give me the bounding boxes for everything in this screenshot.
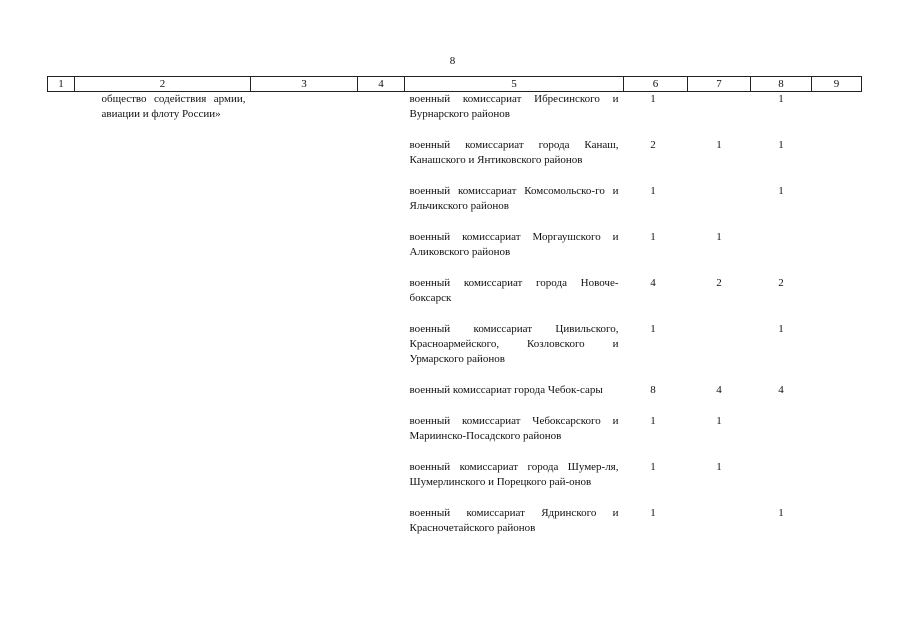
cell-col6: 1 [650, 231, 656, 243]
cell-col6: 2 [650, 139, 656, 151]
table-row [48, 184, 862, 214]
cell-col9 [812, 230, 862, 260]
cell-col3 [251, 92, 358, 123]
cell-col7: 4 [716, 384, 722, 396]
allocation-table [47, 76, 862, 536]
office-cell [405, 184, 624, 214]
office-cell [405, 414, 624, 444]
row-spacer [48, 398, 862, 414]
row-spacer [48, 490, 862, 506]
cell-col6: 1 [650, 185, 656, 197]
cell-col8: 4 [778, 384, 784, 396]
column-header-2: 2 [75, 77, 251, 92]
table-row [48, 322, 862, 367]
page-number: 8 [449, 55, 456, 67]
cell-col6: 1 [650, 93, 656, 105]
column-header-5: 5 [405, 77, 624, 92]
column-header-1: 1 [48, 77, 75, 92]
cell-col9 [812, 138, 862, 168]
cell-col7 [688, 92, 751, 123]
office-cell [405, 276, 624, 306]
table-row [48, 460, 862, 490]
cell-col7 [688, 506, 751, 536]
office-name: военный комиссариат Ибресинского и Вурнарского районов [409, 93, 619, 120]
header-row [48, 77, 862, 92]
table-row [48, 414, 862, 444]
organization-cell [75, 92, 251, 123]
office-name: военный комиссариат Моргаушского и Аликовского районов [409, 231, 619, 258]
office-name: военный комиссариат города Чебок-сары [409, 384, 603, 396]
office-name: военный комиссариат Ядринского и Красночетайского районов [409, 507, 619, 534]
cell-col7 [688, 322, 751, 367]
cell-col9 [812, 414, 862, 444]
cell-col9 [812, 276, 862, 306]
cell-col6: 8 [650, 384, 656, 396]
column-header-9: 9 [812, 77, 862, 92]
table-row [48, 92, 862, 123]
cell-col9 [812, 383, 862, 398]
cell-col7: 1 [716, 415, 722, 427]
cell-col8: 1 [778, 507, 784, 519]
cell-col9 [812, 92, 862, 123]
row-spacer [48, 367, 862, 383]
row-spacer [48, 122, 862, 138]
column-header-8: 8 [751, 77, 812, 92]
cell-col6: 1 [650, 415, 656, 427]
office-cell [405, 506, 624, 536]
cell-col7: 1 [716, 139, 722, 151]
cell-col7: 1 [716, 461, 722, 473]
office-name: военный комиссариат города Канаш, Канашского и Янтиковского районов [409, 139, 619, 166]
organization-name: общество содействия армии, авиации и флоту России» [101, 93, 246, 120]
row-spacer [48, 168, 862, 184]
office-name: военный комиссариат Комсомольско-го и Яльчикского районов [409, 185, 619, 212]
cell-col6: 1 [650, 323, 656, 335]
column-header-4: 4 [358, 77, 405, 92]
cell-col8: 1 [778, 323, 784, 335]
office-name: военный комиссариат Цивильского, Красноармейского, Козловского и Урмарского районов [409, 323, 619, 365]
cell-col8 [751, 230, 812, 260]
office-cell [405, 383, 624, 398]
cell-col8 [751, 460, 812, 490]
cell-col6: 1 [650, 507, 656, 519]
office-name: военный комиссариат города Новоче-боксарск [409, 277, 619, 304]
cell-col6: 4 [650, 277, 656, 289]
row-spacer [48, 444, 862, 460]
cell-col6: 1 [650, 461, 656, 473]
cell-col8: 2 [778, 277, 784, 289]
office-cell [405, 460, 624, 490]
cell-col9 [812, 184, 862, 214]
cell-col8: 1 [778, 93, 784, 105]
row-spacer [48, 306, 862, 322]
office-name: военный комиссариат города Шумер-ля, Шумерлинского и Порецкого рай-онов [409, 461, 619, 488]
table-row [48, 383, 862, 398]
table-row [48, 506, 862, 536]
office-cell [405, 322, 624, 367]
column-header-7: 7 [688, 77, 751, 92]
cell-col9 [812, 322, 862, 367]
row-spacer [48, 260, 862, 276]
row-spacer [48, 214, 862, 230]
cell-number [48, 92, 75, 123]
cell-col9 [812, 506, 862, 536]
office-cell [405, 92, 624, 123]
cell-col8: 1 [778, 185, 784, 197]
cell-col7 [688, 184, 751, 214]
table-row [48, 230, 862, 260]
cell-col4 [358, 92, 405, 123]
office-cell [405, 230, 624, 260]
cell-col7: 1 [716, 231, 722, 243]
cell-col8: 1 [778, 139, 784, 151]
table-row [48, 138, 862, 168]
cell-col9 [812, 460, 862, 490]
column-header-3: 3 [251, 77, 358, 92]
cell-col7: 2 [716, 277, 722, 289]
column-header-6: 6 [624, 77, 688, 92]
office-cell [405, 138, 624, 168]
table-row [48, 276, 862, 306]
office-name: военный комиссариат Чебоксарского и Мариинско-Посадского районов [409, 415, 619, 442]
cell-col8 [751, 414, 812, 444]
